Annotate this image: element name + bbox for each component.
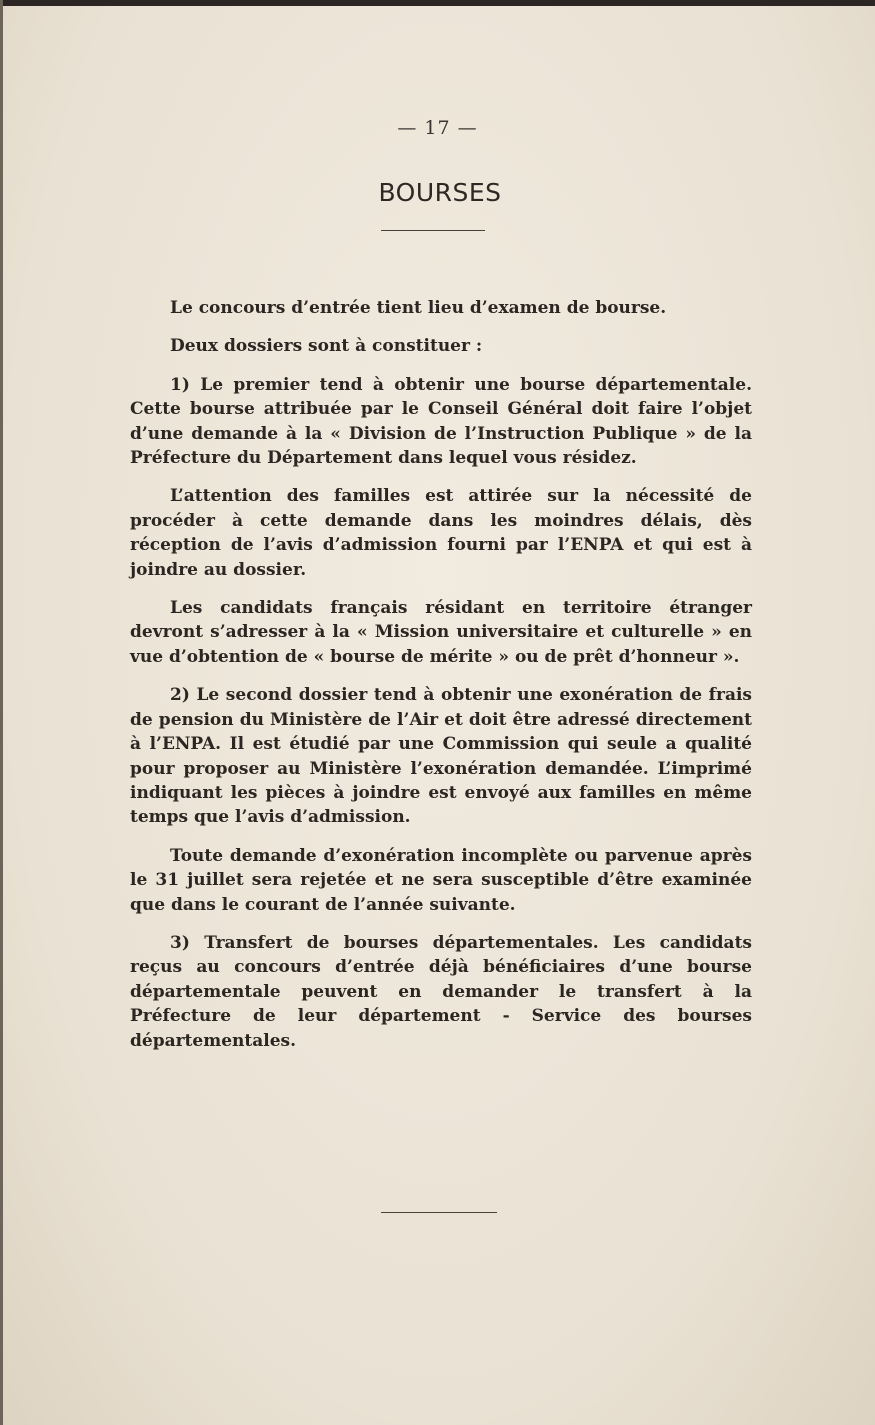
scan-top-edge: [0, 0, 875, 6]
paragraph: L’attention des familles est attirée sur la nécessité de procéder à cette demande dans les moindres délais, dès réception de l’avis d’admission fourni par l’ENPA et qui est à joindre au dossier.: [130, 486, 752, 580]
scan-left-edge: [0, 0, 3, 1425]
title-divider: [381, 230, 485, 231]
paragraph: 3) Transfert de bourses départementales. Les candidats reçus au concours d’entrée déjà bénéficiaires d’une bourse départementale peuvent en demander le transfert à la Préfecture de leur département - Service des bourses départementales.: [130, 932, 752, 1051]
page-number: — 17 —: [397, 117, 478, 139]
page-title: BOURSES: [378, 178, 502, 207]
paragraph: Toute demande d’exonération incomplète ou parvenue après le 31 juillet sera rejetée et ne sera susceptible d’être examinée que dans le courant de l’année suivante.: [130, 845, 752, 915]
paragraph: Les candidats français résidant en territoire étranger devront s’adresser à la « Mission universitaire et culturelle » en vue d’obtention de « bourse de mérite » ou de prêt d’honneur ».: [130, 598, 752, 667]
body-text: [130, 296, 752, 1067]
paragraph: Deux dossiers sont à constituer :: [170, 336, 483, 357]
paragraph: 1) Le premier tend à obtenir une bourse départementale. Cette bourse attribuée par le Conseil Général doit faire l’objet d’une demande à la « Division de l’Instruction Publique » de la Préfecture du Département dans lequel vous résidez.: [130, 374, 752, 469]
paragraph: 2) Le second dossier tend à obtenir une exonération de frais de pension du Ministère de l’Air et doit être adressé directement à l’ENPA. Il est étudié par une Commission qui seule a qualité pour proposer au Ministère l’exonération demandée. L’imprimé indiquant les pièces à joindre est envoyé aux familles en même temps que l’avis d’admission.: [130, 685, 752, 828]
end-divider: [381, 1212, 497, 1213]
paragraph: Le concours d’entrée tient lieu d’examen de bourse.: [170, 298, 667, 318]
